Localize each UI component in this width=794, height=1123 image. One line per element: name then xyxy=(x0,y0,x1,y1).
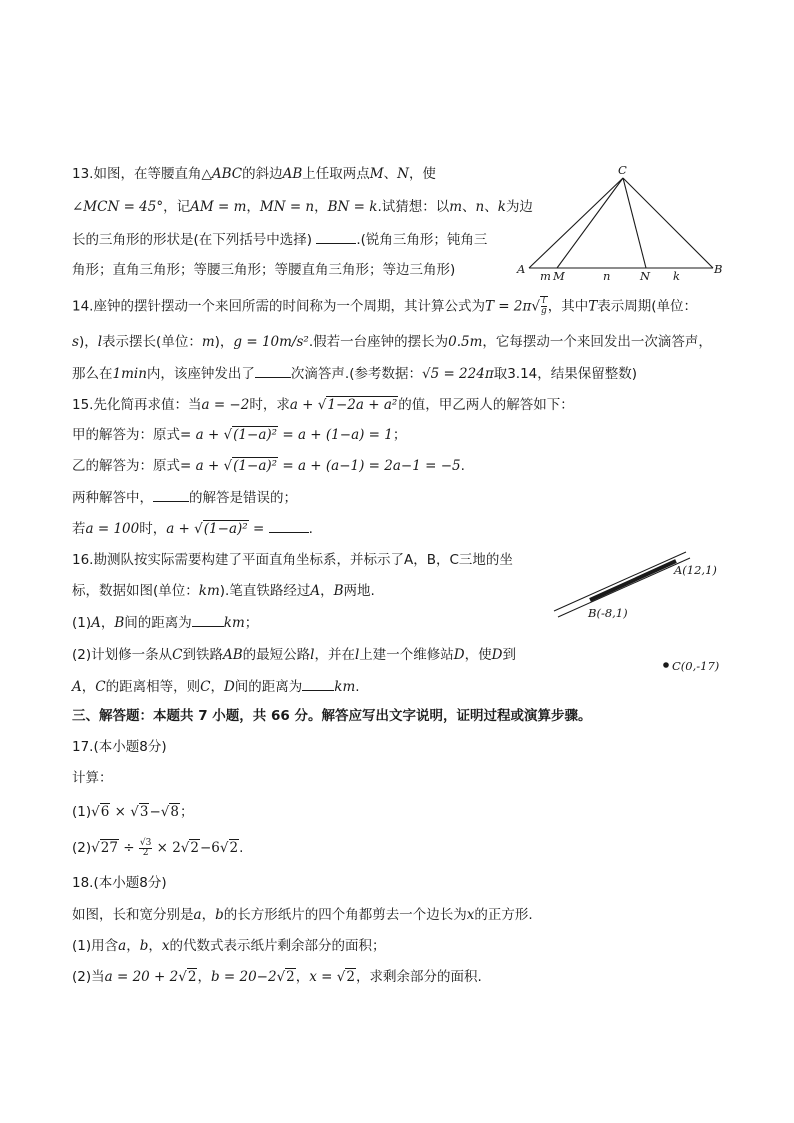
q14-text: 次滴答声.(参考数据： xyxy=(290,366,422,382)
q17-text: ； xyxy=(179,804,194,820)
math-x: x xyxy=(466,907,475,923)
q15-text: 的值，甲乙两人的解答如下： xyxy=(398,397,574,413)
math-am: AM = m xyxy=(190,199,247,215)
q14-line-3 xyxy=(72,363,637,384)
math-abc: ABC xyxy=(211,166,243,182)
q16-text: ， xyxy=(210,679,224,695)
fraction-sqrt3-over-2 xyxy=(139,839,152,858)
math-l: l xyxy=(542,296,546,306)
math-expr: a + xyxy=(166,521,195,537)
q16-text: (1) xyxy=(72,615,92,631)
q16-line-1: 16.勘测队按实际需要构建了平面直角坐标系，并标示了A，B，C三地的坐 xyxy=(72,552,513,568)
q16-text: 到 xyxy=(502,647,516,663)
math-mn: MN = n xyxy=(259,199,315,215)
q16-text: ， xyxy=(320,583,334,599)
label-b: B(-8,1) xyxy=(588,606,628,620)
q14-text: ，其中 xyxy=(547,298,589,315)
math-expr: x = xyxy=(309,969,337,985)
math-a-value: a = −2 xyxy=(201,397,250,413)
math-a: A xyxy=(72,679,82,695)
q14-line-2 xyxy=(72,332,712,352)
math-op: × xyxy=(110,804,131,820)
math-op: −6 xyxy=(199,840,220,856)
math-expr: = xyxy=(248,521,269,537)
math-radicand: (1−a)² xyxy=(203,521,248,537)
q16-line-4 xyxy=(72,645,516,665)
math-radicand: 2 xyxy=(187,969,197,985)
q13-text: .试猜想：以 xyxy=(377,199,450,215)
answer-blank[interactable] xyxy=(153,487,189,502)
math-l: l xyxy=(97,334,103,350)
math-x: x xyxy=(161,938,170,954)
q18-text: ， xyxy=(295,969,310,985)
math-km: km xyxy=(198,583,220,599)
math-a: A xyxy=(91,615,101,631)
q13-text: ，记 xyxy=(163,199,191,215)
q17-part-2: (2)√27 ÷ $\frac{√3}{2}$ × 2√2−6√2. xyxy=(72,837,244,858)
math-g: g xyxy=(540,306,547,316)
fraction-numerator: √3 xyxy=(139,837,152,848)
side-ca xyxy=(529,178,623,268)
q15-text: . xyxy=(460,458,465,474)
q18-text: ， xyxy=(197,969,211,985)
section-3-title: 三、解答题：本题共 7 小题，共 66 分。解答应写出文字说明，证明过程或演算步骤。 xyxy=(72,708,592,724)
q15-line-5: 若a = 100时，a + √(1−a)² = . xyxy=(72,518,313,539)
q15-text: 15.先化简再求值：当 xyxy=(72,397,202,413)
q13-text: 13.如图，在等腰直角 xyxy=(72,166,202,182)
math-angle: ∠MCN = 45° xyxy=(72,199,164,215)
q13-text: 、 xyxy=(484,199,498,215)
q16-text: . xyxy=(355,679,360,695)
q14-text: ，它每摆动一个来回发出一次滴答声， xyxy=(482,334,712,350)
q14-text: )， xyxy=(78,334,98,350)
q16-text: ， xyxy=(81,679,96,695)
q15-text: 的解答是错误的； xyxy=(189,490,297,506)
math-pi: π xyxy=(484,366,494,382)
q16-text: 的距离相等，则 xyxy=(105,679,201,695)
q18-text: 的正方形. xyxy=(474,907,533,923)
segment-cm xyxy=(557,178,623,268)
q18-text: (2)当 xyxy=(72,969,105,985)
q14-text: 表示周期(单位： xyxy=(597,298,698,315)
q14-text: )， xyxy=(214,334,234,350)
q17-intro: 计算： xyxy=(72,770,113,786)
math-a: a xyxy=(118,938,127,954)
q15-text: 两种解答中， xyxy=(72,490,153,506)
q15-text: 时，求 xyxy=(249,397,290,413)
q18-text: 的长方形纸片的四个角都剪去一个边长为 xyxy=(223,907,467,923)
math-b: B xyxy=(333,583,344,599)
math-ab: AB xyxy=(222,647,243,663)
q14-text: 取3.14，结果保留整数) xyxy=(493,366,638,382)
q14-text: 表示摆长(单位： xyxy=(102,334,202,350)
q16-line-3 xyxy=(72,612,258,633)
math-d: D xyxy=(223,679,235,695)
math-radicand: 2 xyxy=(229,840,239,856)
label-b: B xyxy=(714,262,723,276)
q13-text: ， xyxy=(314,199,328,215)
q15-text: 甲的解答为：原式 xyxy=(72,427,180,443)
q13-text: 、 xyxy=(383,166,398,182)
math-b: b xyxy=(215,907,224,923)
q16-text: 的最短公路 xyxy=(242,647,311,663)
label-m: M xyxy=(553,269,565,283)
q13-line-2 xyxy=(72,197,533,217)
math-m: M xyxy=(369,166,384,182)
q18-text: ， xyxy=(201,907,216,923)
q16-text: 两地. xyxy=(343,583,375,599)
fraction-l-over-g xyxy=(541,297,547,316)
math-k: k xyxy=(497,199,506,215)
math-t: T xyxy=(588,298,598,315)
q14-text: 那么在 xyxy=(72,366,113,382)
math-radicand: 1−2a + a² xyxy=(327,397,398,413)
railway-figure xyxy=(550,545,730,680)
q18-heading: 18.(本小题8分) xyxy=(72,875,167,891)
math-time: 1min xyxy=(112,366,147,382)
math-a-value: a = 100 xyxy=(85,521,140,537)
q16-text: 间的距离为 xyxy=(124,615,192,631)
q15-line-2: 甲的解答为：原式= a + √(1−a)² = a + (1−a) = 1； xyxy=(72,427,407,443)
q16-text: ； xyxy=(244,615,259,631)
segment-cn xyxy=(623,178,646,268)
q14-text: 内，该座钟发出了 xyxy=(146,366,255,382)
q15-text: 若 xyxy=(72,521,86,537)
math-n: N xyxy=(397,166,409,182)
q13-line-3 xyxy=(72,229,487,250)
math-ab: AB xyxy=(282,166,303,182)
triangle-figure xyxy=(515,160,725,286)
math-c: C xyxy=(172,647,183,663)
q15-text: 乙的解答为：原式 xyxy=(72,458,180,474)
math-op: × 2 xyxy=(152,840,181,856)
q14-text: .假若一台座钟的摆长为 xyxy=(308,334,449,350)
math-expr: = a + (1−a) = 1 xyxy=(278,427,393,443)
q16-text: 标，数据如图(单位： xyxy=(72,583,199,599)
math-b: b xyxy=(139,938,149,954)
q13-text: .(锐角三角形；钝角三 xyxy=(356,232,488,248)
math-ref: √5 = 224 xyxy=(421,366,485,382)
q18-line-3: (2)当a = 20 + 2√2，b = 20−2√2，x = √2，求剩余部分的面积. xyxy=(72,969,482,985)
q16-text: 间的距离为 xyxy=(234,679,303,695)
label-a: A(12,1) xyxy=(674,563,717,577)
q18-text: ， xyxy=(126,938,140,954)
math-radicand: 3 xyxy=(139,804,149,820)
math-g-value: g = 10m/s² xyxy=(233,334,309,350)
math-b: B xyxy=(114,615,125,631)
math-l: l xyxy=(310,647,315,663)
math-formula: T = 2π xyxy=(484,298,532,315)
q18-text: (1)用含 xyxy=(72,938,119,954)
q13-line-1 xyxy=(72,164,436,184)
math-l: l xyxy=(354,647,360,663)
q16-text: (2)计划修一条从 xyxy=(72,647,173,663)
side-cb xyxy=(623,178,713,268)
q17-heading: 17.(本小题8分) xyxy=(72,739,167,755)
answer-blank[interactable] xyxy=(255,363,291,378)
label-a: A xyxy=(517,262,526,276)
math-expr: a + xyxy=(289,397,318,413)
math-expr: = a + xyxy=(180,427,224,443)
q15-text: . xyxy=(308,521,313,537)
q15-text: ； xyxy=(392,427,407,443)
point-c-dot xyxy=(663,662,669,668)
q18-line-2 xyxy=(72,936,385,956)
q14-line-1: 14.座钟的摆针摆动一个来回所需的时间称为一个周期，其计算公式为T = 2π√ $\frac{l}{g}$ ，其中T表示周期(单位： xyxy=(72,296,698,316)
q13-text: 为边 xyxy=(505,199,533,215)
q17-text: . xyxy=(239,840,244,856)
math-expr: = a + xyxy=(180,458,224,474)
math-expr: = a + (a−1) = 2a−1 = −5 xyxy=(278,458,461,474)
math-m: m xyxy=(201,334,215,350)
math-radicand: 2 xyxy=(346,969,355,985)
triangle-symbol: △ xyxy=(201,166,212,182)
math-expr: a = 20 + 2 xyxy=(104,969,179,985)
label-n-small: n xyxy=(603,269,611,283)
math-radicand: 27 xyxy=(100,840,118,856)
math-km: km xyxy=(334,679,356,695)
fraction-denominator: 2 xyxy=(142,847,149,858)
math-radicand: 8 xyxy=(170,804,179,820)
q18-line-1 xyxy=(72,905,533,925)
q15-line-3: 乙的解答为：原式= a + √(1−a)² = a + (a−1) = 2a−1 = −5. xyxy=(72,458,465,474)
math-d: D xyxy=(491,647,503,663)
math-radicand: 2 xyxy=(190,840,199,856)
math-op: − xyxy=(149,804,161,820)
q13-text: ， xyxy=(246,199,260,215)
math-c: C xyxy=(200,679,211,695)
math-op: ÷ xyxy=(118,840,139,856)
railway-line-1 xyxy=(554,552,686,611)
math-d: D xyxy=(453,647,465,663)
math-a: A xyxy=(310,583,321,599)
q18-text: 如图，长和宽分别是 xyxy=(72,907,194,923)
q13-text: ，使 xyxy=(408,166,436,182)
answer-blank[interactable] xyxy=(269,518,309,533)
q16-text: ，使 xyxy=(464,647,492,663)
q16-text: ，并在 xyxy=(314,647,355,663)
q16-text: 上建一个维修站 xyxy=(359,647,454,663)
label-c: C(0,-17) xyxy=(672,659,720,673)
answer-blank[interactable] xyxy=(316,229,356,244)
math-km: km xyxy=(223,615,245,631)
q13-line-4: 角形；直角三角形；等腰三角形；等腰直角三角形；等边三角形) xyxy=(72,262,456,278)
label-m-small: m xyxy=(540,269,551,283)
math-length: 0.5m xyxy=(448,334,483,350)
answer-blank[interactable] xyxy=(192,612,224,627)
math-m: m xyxy=(449,199,463,215)
math-expr: b = 20−2 xyxy=(210,969,277,985)
label-c: C xyxy=(618,163,627,177)
q17-text: (2) xyxy=(72,840,92,856)
q13-text: 、 xyxy=(462,199,476,215)
q15-line-1: 15.先化简再求值：当a = −2时，求a + √1−2a + a²的值，甲乙两人的解答如下： xyxy=(72,397,574,413)
q13-text: 的斜边 xyxy=(242,166,283,182)
math-radicand: (1−a)² xyxy=(233,427,278,443)
q17-part-1: (1)√6 × √3−√8； xyxy=(72,804,194,820)
math-c: C xyxy=(95,679,106,695)
math-radicand: (1−a)² xyxy=(233,458,278,474)
q16-text: ， xyxy=(100,615,115,631)
math-radicand: 2 xyxy=(286,969,295,985)
q18-text: 的代数式表示纸片剩余部分的面积； xyxy=(169,938,386,954)
q16-line-5 xyxy=(72,676,360,697)
math-radicand: 6 xyxy=(100,804,110,820)
q18-text: ，求剩余部分的面积. xyxy=(355,969,482,985)
q15-line-4 xyxy=(72,487,297,508)
q17-text: (1) xyxy=(72,804,92,820)
math-bn: BN = k xyxy=(327,199,378,215)
q15-text: 时， xyxy=(139,521,167,537)
math-n: n xyxy=(475,199,485,215)
q16-text: 到铁路 xyxy=(182,647,223,663)
q18-text: ， xyxy=(148,938,162,954)
q14-text: 14.座钟的摆针摆动一个来回所需的时间称为一个周期，其计算公式为 xyxy=(72,298,485,315)
q16-line-2 xyxy=(72,581,375,601)
answer-blank[interactable] xyxy=(302,676,334,691)
label-n: N xyxy=(640,269,651,283)
q13-text: 上任取两点 xyxy=(302,166,370,182)
label-k: k xyxy=(673,269,680,283)
q16-text: ).笔直铁路经过 xyxy=(219,583,311,599)
railway-ab-segment xyxy=(590,561,676,600)
q13-text: 长的三角形的形状是(在下列括号中选择) xyxy=(72,232,313,248)
math-a: a xyxy=(193,907,202,923)
math-s: s xyxy=(72,334,79,350)
